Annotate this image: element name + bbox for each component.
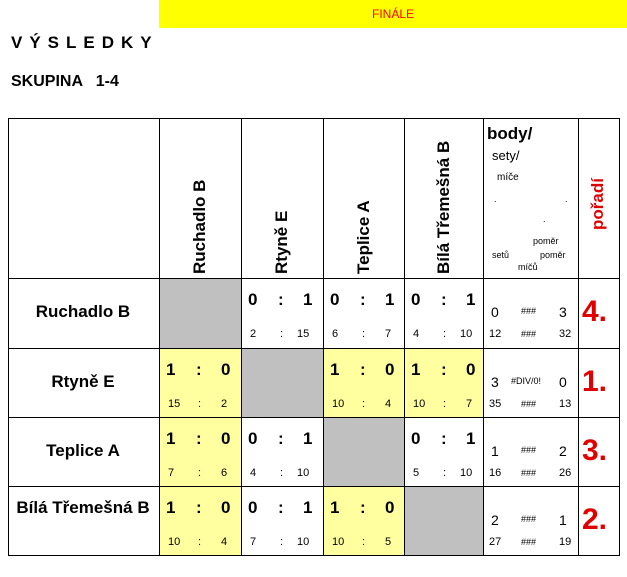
score-separator: : [280, 536, 284, 548]
score-separator: : [443, 467, 447, 479]
grid-line [404, 118, 405, 556]
set-score: 1 [385, 290, 395, 309]
grid-line [8, 118, 9, 556]
set-score: 0 [248, 429, 258, 448]
stat-balls: 32 [559, 328, 572, 340]
score-separator: : [278, 498, 284, 517]
stat-set-ratio: ### [521, 445, 537, 455]
score-separator: : [198, 536, 202, 548]
grid-line [8, 486, 620, 487]
set-score: 1 [411, 360, 421, 379]
set-score: 0 [248, 498, 258, 517]
score-separator: : [196, 498, 202, 517]
final-banner: FINÁLE [159, 0, 627, 28]
team-name: Rtyně E [51, 371, 115, 391]
grid-line [619, 118, 620, 556]
team-name: Bílá Třemešná B [16, 498, 150, 517]
stat-ball-ratio: ### [521, 399, 537, 409]
ball-score: 10 [460, 467, 473, 479]
score-separator: : [360, 360, 366, 379]
score-separator: : [198, 398, 202, 410]
rank-value: 2. [582, 502, 608, 536]
set-score: 1 [166, 360, 176, 379]
score-separator: : [360, 290, 366, 309]
stat-set-ratio: ### [521, 514, 537, 524]
stats-header-line3: míče [497, 172, 519, 183]
diagonal-cell [404, 486, 483, 555]
score-separator: : [360, 498, 366, 517]
stats-header-pomer2: poměr [540, 250, 566, 260]
stat-balls-won: 35 [489, 398, 502, 410]
ball-score: 4 [413, 328, 420, 340]
score-separator: : [443, 398, 447, 410]
stat-balls-won: 12 [489, 328, 502, 340]
set-score: 1 [466, 290, 476, 309]
ball-score: 10 [297, 467, 310, 479]
set-score: 0 [221, 360, 231, 379]
score-separator: : [362, 398, 366, 410]
stats-header-setu: setů [492, 250, 510, 260]
rank-value: 1. [582, 364, 608, 398]
page-title: VÝSLEDKY [11, 33, 159, 52]
set-score: 1 [166, 498, 176, 517]
set-score: 1 [166, 429, 176, 448]
set-score: 1 [466, 429, 476, 448]
score-separator: : [441, 360, 447, 379]
stats-header-line2: sety/ [492, 148, 520, 163]
column-header: Ruchadlo B [190, 179, 209, 274]
stats-header-dot3: . [543, 214, 546, 224]
stat-set-ratio: #DIV/0! [511, 376, 542, 386]
grid-line [578, 118, 579, 556]
set-score: 0 [411, 429, 421, 448]
ball-score: 7 [250, 536, 257, 548]
stat-balls: 26 [559, 467, 572, 479]
grid-line [8, 555, 620, 556]
stat-balls: 19 [559, 536, 572, 548]
score-separator: : [441, 290, 447, 309]
stat-balls: 13 [559, 398, 572, 410]
score-separator: : [196, 360, 202, 379]
stat-points: 1 [491, 443, 499, 459]
grid-line [483, 118, 484, 556]
stat-sets: 2 [559, 443, 567, 459]
ball-score: 4 [221, 536, 228, 548]
ball-score: 15 [297, 328, 310, 340]
stat-sets: 3 [559, 304, 567, 320]
ball-score: 15 [168, 398, 181, 410]
stat-points: 2 [491, 512, 499, 528]
ball-score: 10 [413, 398, 426, 410]
stat-balls-won: 27 [489, 536, 502, 548]
score-separator: : [278, 429, 284, 448]
score-separator: : [362, 536, 366, 548]
diagonal-cell [159, 278, 241, 348]
ball-score: 4 [250, 467, 257, 479]
grid-line [8, 278, 620, 279]
stat-set-ratio: ### [521, 306, 537, 316]
ball-score: 6 [221, 467, 228, 479]
team-name: Teplice A [46, 440, 120, 460]
stat-sets: 0 [559, 374, 567, 390]
grid-line [8, 118, 620, 119]
stats-header-dot2: . [565, 194, 568, 204]
set-score: 1 [330, 360, 340, 379]
stats-header-line1: body/ [487, 124, 533, 143]
set-score: 0 [385, 360, 395, 379]
ball-score: 5 [413, 467, 420, 479]
team-name: Ruchadlo B [35, 302, 131, 321]
ball-score: 7 [168, 467, 175, 479]
grid-line [323, 118, 324, 556]
ball-score: 5 [385, 536, 392, 548]
grid-line [241, 118, 242, 556]
score-separator: : [362, 328, 366, 340]
set-score: 0 [248, 290, 258, 309]
score-separator: : [441, 429, 447, 448]
score-separator: : [278, 290, 284, 309]
score-separator: : [280, 328, 284, 340]
set-score: 1 [303, 290, 313, 309]
grid-line [159, 118, 160, 556]
set-score: 1 [303, 498, 313, 517]
score-separator: : [443, 328, 447, 340]
ball-score: 10 [297, 536, 310, 548]
column-header: Bílá Třemešná B [433, 140, 453, 274]
grid-line [8, 417, 620, 418]
grid-line [8, 348, 620, 349]
ball-score: 7 [466, 398, 473, 410]
stat-ball-ratio: ### [521, 468, 537, 478]
stats-header-pomer1: poměr [533, 236, 559, 246]
ball-score: 4 [385, 398, 392, 410]
ball-score: 10 [332, 398, 345, 410]
column-header: Rtyně E [272, 210, 291, 274]
stats-header-dot1: . [494, 194, 497, 204]
ball-score: 10 [168, 536, 181, 548]
stat-balls-won: 16 [489, 467, 502, 479]
group-title: SKUPINA 1-4 [11, 73, 119, 90]
ball-score: 10 [332, 536, 345, 548]
stat-sets: 1 [559, 512, 567, 528]
stats-header-micu: míčů [518, 262, 538, 272]
score-separator: : [280, 467, 284, 479]
set-score: 0 [411, 290, 421, 309]
score-separator: : [198, 467, 202, 479]
diagonal-cell [241, 348, 323, 417]
diagonal-cell [323, 417, 404, 486]
set-score: 1 [303, 429, 313, 448]
ball-score: 10 [460, 328, 473, 340]
set-score: 0 [466, 360, 476, 379]
ball-score: 2 [221, 398, 228, 410]
set-score: 0 [221, 429, 231, 448]
set-score: 0 [221, 498, 231, 517]
score-separator: : [196, 429, 202, 448]
stat-points: 3 [491, 374, 499, 390]
set-score: 0 [330, 290, 340, 309]
rank-value: 4. [582, 295, 608, 328]
ball-score: 6 [332, 328, 339, 340]
ball-score: 7 [385, 328, 392, 340]
column-header: Teplice A [353, 200, 373, 274]
rank-value: 3. [582, 433, 608, 467]
ball-score: 2 [250, 328, 257, 340]
set-score: 1 [330, 498, 340, 517]
set-score: 0 [385, 498, 395, 517]
stat-points: 0 [491, 304, 499, 320]
stat-ball-ratio: ### [521, 329, 537, 339]
rank-header: pořadí [588, 178, 607, 230]
stat-ball-ratio: ### [521, 537, 537, 547]
